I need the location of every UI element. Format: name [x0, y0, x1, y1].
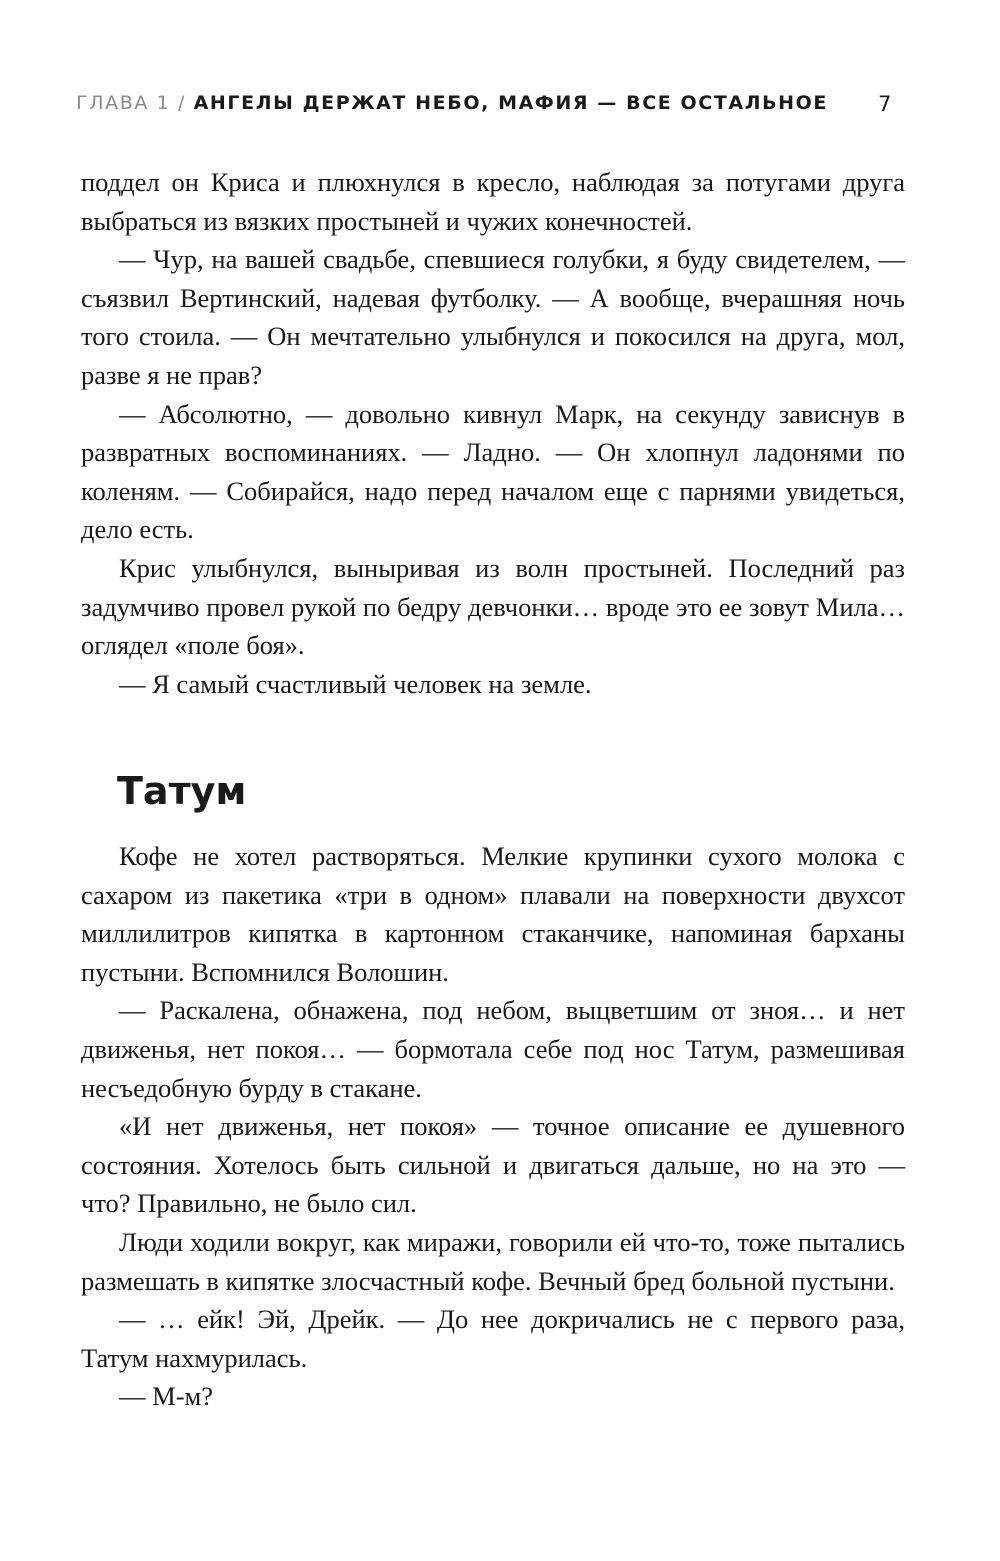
running-header — [0, 90, 1000, 124]
section-heading: Татум — [117, 769, 247, 813]
paragraph: — М-м? — [119, 1381, 214, 1412]
paragraph: Кофе не хотел растворяться. Мелкие крупинки сухого молока с сахаром из пакетика «три в одном» плавали на поверхности двухсот миллилитров кипятка в картонном стаканчике, напоминая барханы пустыни. Вспомнился Волошин. — [81, 841, 905, 987]
page-number: 7 — [878, 92, 892, 116]
chapter-title: АНГЕЛЫ ДЕРЖАТ НЕБО, МАФИЯ — ВСЕ ОСТАЛЬНОЕ — [193, 92, 828, 114]
chapter-separator: / — [177, 92, 186, 114]
paragraph: — Абсолютно, — довольно кивнул Марк, на секунду зависнув в развратных воспоминаниях. — Ладно. — Он хлопнул ладонями по коленям. — Собирайся, надо перед началом еще с парнями увидеться, дело есть. — [81, 398, 905, 545]
paragraph: — … ейк! Эй, Дрейк. — До нее докричались не с первого раза, Татум нахмурилась. — [81, 1304, 905, 1373]
paragraph: Люди ходили вокруг, как миражи, говорили ей что-то, тоже пытались размешать в кипятке злосчастный кофе. Вечный бред больной пустыни. — [81, 1226, 905, 1296]
chapter-label: ГЛАВА 1 — [76, 92, 171, 114]
section-two-text — [81, 837, 905, 1416]
running-head — [76, 92, 828, 114]
paragraph: «И нет движенья, нет покоя» — точное описание ее душевного состояния. Хотелось быть сильной и двигаться дальше, но на это — что? Правильно, не было сил. — [81, 1111, 905, 1219]
paragraph: — Раскалена, обнажена, под небом, выцветшим от зноя… и нет движенья, нет покоя… — бормотала себе под нос Татум, размешивая несъедобную бурду в стакане. — [81, 995, 905, 1103]
paragraph: Крис улыбнулся, выныривая из волн простыней. Последний раз задумчиво провел рукой по бедру девчонки… вроде это ее зовут Мила… оглядел «поле боя». — [81, 552, 905, 661]
paragraph: — Я самый счастливый человек на земле. — [119, 668, 592, 699]
paragraph: поддел он Криса и плюхнулся в кресло, наблюдая за потугами друга выбраться из вязких простыней и чужих конечностей. — [81, 167, 905, 236]
section-one-text — [81, 163, 905, 703]
paragraph: — Чур, на вашей свадьбе, спевшиеся голубки, я буду свидетелем, — съязвил Вертинский, надевая футболку. — А вообще, вчерашняя ночь того стоила. — Он мечтательно улыбнулся и покосился на друга, мол, разве я не прав? — [81, 244, 905, 390]
